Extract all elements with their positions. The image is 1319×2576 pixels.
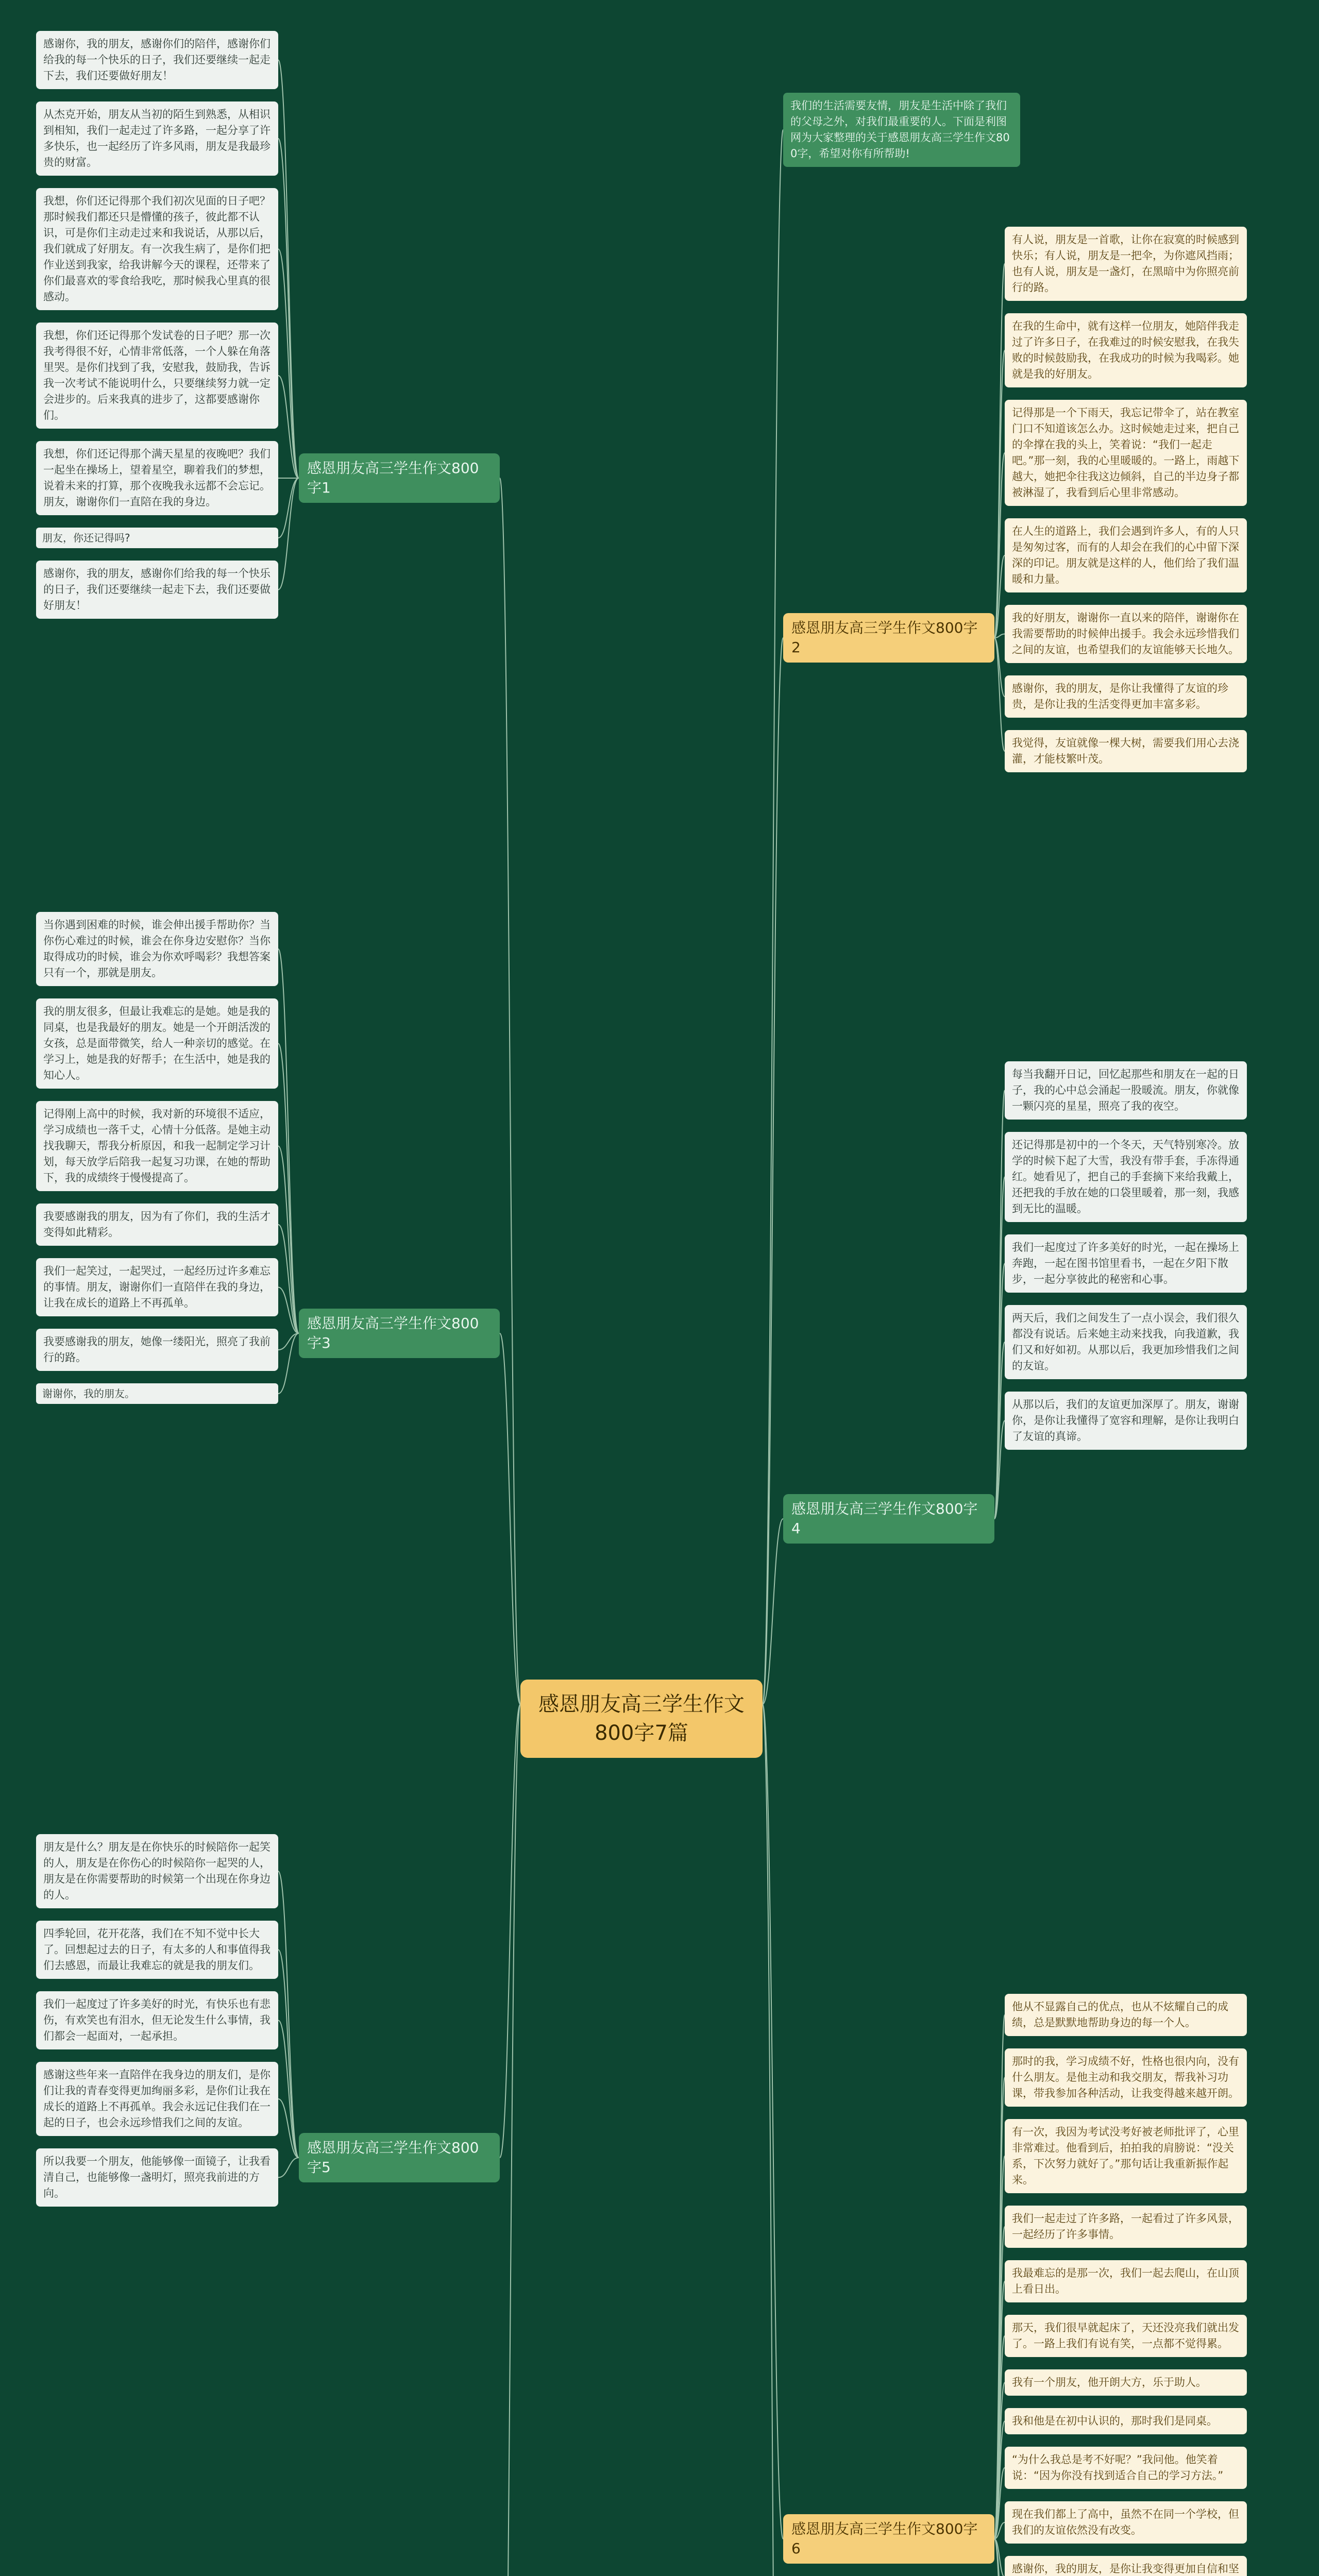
- leaf-note: 那时的我，学习成绩不好，性格也很内向，没有什么朋友。是他主动和我交朋友，帮我补习功课，带我参加各种活动，让我变得越来越开朗。: [1005, 2048, 1247, 2107]
- leaf-note: 有人说，朋友是一首歌，让你在寂寞的时候感到快乐；有人说，朋友是一把伞，为你遮风挡雨；也有人说，朋友是一盏灯，在黑暗中为你照亮前行的路。: [1005, 227, 1247, 301]
- leaf-note: 感谢你，我的朋友，感谢你们给我的每一个快乐的日子，我们还要继续一起走下去，我们还要做好朋友！: [36, 561, 278, 619]
- leaf-note: 我们一起度过了许多美好的时光，有快乐也有悲伤，有欢笑也有泪水，但无论发生什么事情，我们都会一起面对，一起承担。: [36, 1991, 278, 2049]
- leaf-note: 我有一个朋友，他开朗大方，乐于助人。: [1005, 2369, 1247, 2396]
- leaf-note: 还记得那是初中的一个冬天，天气特别寒冷。放学的时候下起了大雪，我没有带手套，手冻得通红。她看见了，把自己的手套摘下来给我戴上，还把我的手放在她的口袋里暖着，那一刻，我感到无比的温暖。: [1005, 1132, 1247, 1222]
- leaf-note: 所以我要一个朋友，他能够像一面镜子，让我看清自己，也能够像一盏明灯，照亮我前进的方向。: [36, 2148, 278, 2207]
- leaf-note: 我们一起笑过，一起哭过，一起经历过许多难忘的事情。朋友，谢谢你们一直陪伴在我的身边，让我在成长的道路上不再孤单。: [36, 1258, 278, 1316]
- leaf-note: 两天后，我们之间发生了一点小误会，我们很久都没有说话。后来她主动来找我，向我道歉，我们又和好如初。从那以后，我更加珍惜我们之间的友谊。: [1005, 1305, 1247, 1379]
- leaf-note: 我要感谢我的朋友，她像一缕阳光，照亮了我前行的路。: [36, 1329, 278, 1371]
- leaf-note: 在人生的道路上，我们会遇到许多人，有的人只是匆匆过客，而有的人却会在我们的心中留下深深的印记。朋友就是这样的人，他们给了我们温暖和力量。: [1005, 518, 1247, 592]
- branch-b5[interactable]: 感恩朋友高三学生作文800字5: [299, 2133, 500, 2182]
- leaf-note: 我们一起度过了许多美好的时光，一起在操场上奔跑，一起在图书馆里看书，一起在夕阳下散步，一起分享彼此的秘密和心事。: [1005, 1234, 1247, 1293]
- intro-link: [763, 130, 783, 1704]
- leaf-note: 感谢你，我的朋友，感谢你们的陪伴，感谢你们给我的每一个快乐的日子，我们还要继续一起走下去，我们还要做好朋友！: [36, 31, 278, 89]
- leaf-note: 感谢你，我的朋友，是你让我变得更加自信和坚: [1005, 2556, 1247, 2576]
- leaf-link: [278, 1044, 299, 1334]
- leaf-note: 谢谢你，我的朋友。: [36, 1383, 278, 1404]
- leaf-note: 每当我翻开日记，回忆起那些和朋友在一起的日子，我的心中总会涌起一股暖流。朋友，你就像一颗闪亮的星星，照亮了我的夜空。: [1005, 1061, 1247, 1120]
- leaf-note: 现在我们都上了高中，虽然不在同一个学校，但我们的友谊依然没有改变。: [1005, 2501, 1247, 2544]
- leaf-note: “为什么我总是考不好呢？”我问他。他笑着说：“因为你没有找到适合自己的学习方法。”: [1005, 2447, 1247, 2489]
- leaf-note: 我的朋友很多，但最让我难忘的是她。她是我的同桌，也是我最好的朋友。她是一个开朗活泼的女孩，总是面带微笑，给人一种亲切的感觉。在学习上，她是我的好帮手；在生活中，她是我的知心人。: [36, 998, 278, 1089]
- leaf-note: 我觉得，友谊就像一棵大树，需要我们用心去浇灌，才能枝繁叶茂。: [1005, 730, 1247, 772]
- leaf-note: 感谢这些年来一直陪伴在我身边的朋友们，是你们让我的青春变得更加绚丽多彩，是你们让我在成长的道路上不再孤单。我会永远记住我们在一起的日子，也会永远珍惜我们之间的友谊。: [36, 2062, 278, 2136]
- leaf-link: [278, 478, 299, 590]
- branch-b3[interactable]: 感恩朋友高三学生作文800字3: [299, 1309, 500, 1358]
- root-link: [763, 1704, 783, 2539]
- leaf-note: 当你遇到困难的时候，谁会伸出援手帮助你？当你伤心难过的时候，谁会在你身边安慰你？当你取得成功的时候，谁会为你欢呼喝彩？我想答案只有一个，那就是朋友。: [36, 912, 278, 986]
- root-link: [500, 1704, 520, 2158]
- leaf-note: 从那以后，我们的友谊更加深厚了。朋友，谢谢你，是你让我懂得了宽容和理解，是你让我明白了友谊的真谛。: [1005, 1392, 1247, 1450]
- leaf-note: 朋友是什么？朋友是在你快乐的时候陪你一起笑的人，朋友是在你伤心的时候陪你一起哭的人，朋友是在你需要帮助的时候第一个出现在你身边的人。: [36, 1834, 278, 1908]
- leaf-note: 朋友，你还记得吗?: [36, 528, 278, 548]
- root-node[interactable]: 感恩朋友高三学生作文800字7篇: [520, 1680, 763, 1758]
- root-link: [763, 638, 783, 1704]
- intro-node[interactable]: 我们的生活需要友情，朋友是生活中除了我们的父母之外，对我们最重要的人。下面是利图网为大家整理的关于感恩朋友高三学生作文800字，希望对你有所帮助!: [783, 93, 1020, 167]
- leaf-note: 记得刚上高中的时候，我对新的环境很不适应，学习成绩也一落千丈，心情十分低落。是她主动找我聊天，帮我分析原因，和我一起制定学习计划，每天放学后陪我一起复习功课，在她的帮助下，我的成绩终于慢慢提高了。: [36, 1101, 278, 1191]
- leaf-link: [278, 2158, 299, 2178]
- leaf-note: 我想，你们还记得那个我们初次见面的日子吧？那时候我们都还只是懵懂的孩子，彼此都不认识，可是你们主动走过来和我说话，从那以后，我们就成了好朋友。有一次我生病了，是你们把作业送到我家，给我讲解今天的课程，还带来了你们最喜欢的零食给我吃，那时候我心里真的很感动。: [36, 188, 278, 310]
- leaf-note: 有一次，我因为考试没考好被老师批评了，心里非常难过。他看到后，拍拍我的肩膀说：“没关系，下次努力就好了。”那句话让我重新振作起来。: [1005, 2119, 1247, 2193]
- leaf-note: 我想，你们还记得那个发试卷的日子吧？那一次我考得很不好，心情非常低落，一个人躲在角落里哭。是你们找到了我，安慰我，鼓励我，告诉我一次考试不能说明什么，只要继续努力就一定会进步的。后来我真的进步了，这都要感谢你们。: [36, 323, 278, 429]
- leaf-note: 我的好朋友，谢谢你一直以来的陪伴，谢谢你在我需要帮助的时候伸出援手。我会永远珍惜我们之间的友谊，也希望我们的友谊能够天长地久。: [1005, 605, 1247, 663]
- branch-b4[interactable]: 感恩朋友高三学生作文800字4: [783, 1494, 994, 1544]
- leaf-note: 他从不显露自己的优点，也从不炫耀自己的成绩，总是默默地帮助身边的每一个人。: [1005, 1994, 1247, 2036]
- leaf-note: 从杰克开始，朋友从当初的陌生到熟悉，从相识到相知，我们一起走过了许多路，一起分享了许多快乐，也一起经历了许多风雨，朋友是我最珍贵的财富。: [36, 101, 278, 176]
- leaf-note: 记得那是一个下雨天，我忘记带伞了，站在教室门口不知道该怎么办。这时候她走过来，把自己的伞撑在我的头上，笑着说：“我们一起走吧。”那一刻，我的心里暖暖的。一路上，雨越下越大，她把伞往我这边倾斜，自己的半边身子都被淋湿了，我看到后心里非常感动。: [1005, 400, 1247, 506]
- branch-b1[interactable]: 感恩朋友高三学生作文800字1: [299, 453, 500, 503]
- leaf-note: 在我的生命中，就有这样一位朋友，她陪伴我走过了许多日子，在我难过的时候安慰我，在我失败的时候鼓励我，在我成功的时候为我喝彩。她就是我的好朋友。: [1005, 313, 1247, 387]
- leaf-link: [278, 1871, 299, 2158]
- leaf-link: [278, 60, 299, 479]
- leaf-note: 四季轮回，花开花落，我们在不知不觉中长大了。回想起过去的日子，有太多的人和事值得我们去感恩，而最让我难忘的就是我的朋友们。: [36, 1921, 278, 1979]
- leaf-link: [994, 264, 1005, 638]
- leaf-note: 那天，我们很早就起床了，天还没亮我们就出发了。一路上我们有说有笑，一点都不觉得累。: [1005, 2315, 1247, 2357]
- branch-b6[interactable]: 感恩朋友高三学生作文800字6: [783, 2514, 994, 2564]
- leaf-note: 我和他是在初中认识的，那时我们是同桌。: [1005, 2408, 1247, 2434]
- leaf-link: [994, 1091, 1005, 1519]
- leaf-note: 我最难忘的是那一次，我们一起去爬山，在山顶上看日出。: [1005, 2260, 1247, 2302]
- leaf-note: 我们一起走过了许多路，一起看过了许多风景，一起经历了许多事情。: [1005, 2206, 1247, 2248]
- leaf-link: [278, 2021, 299, 2158]
- leaf-note: 我要感谢我的朋友，因为有了你们，我的生活才变得如此精彩。: [36, 1204, 278, 1246]
- leaf-note: 我想，你们还记得那个满天星星的夜晚吧？我们一起坐在操场上，望着星空，聊着我们的梦想，说着未来的打算，那个夜晚我永远都不会忘记。朋友，谢谢你们一直陪在我的身边。: [36, 441, 278, 515]
- branch-b2[interactable]: 感恩朋友高三学生作文800字2: [783, 613, 994, 663]
- leaf-note: 感谢你，我的朋友，是你让我懂得了友谊的珍贵，是你让我的生活变得更加丰富多彩。: [1005, 675, 1247, 718]
